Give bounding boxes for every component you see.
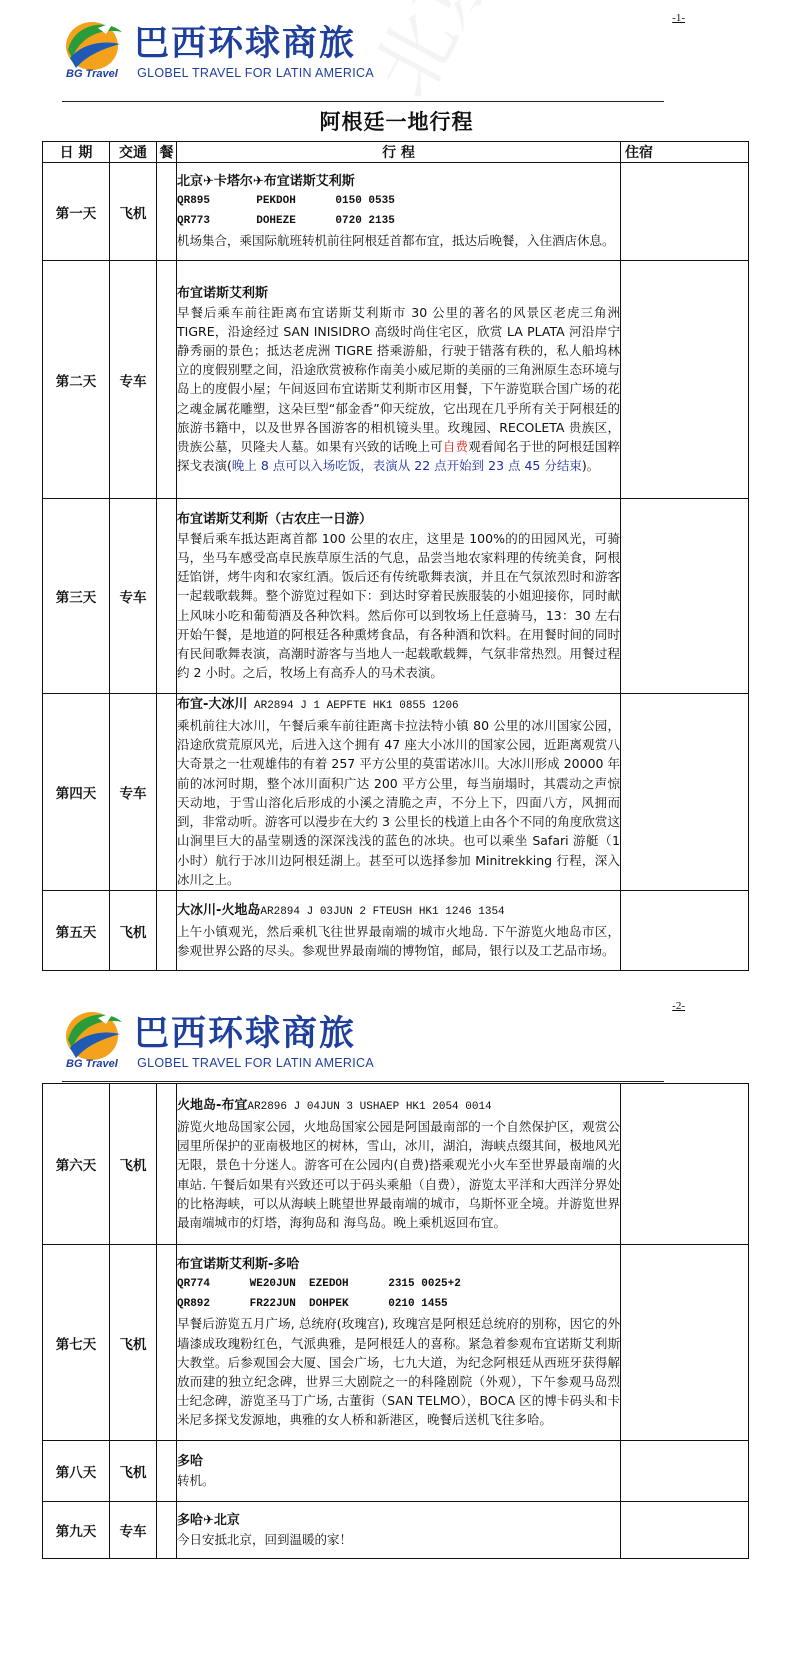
table-row [43, 499, 749, 694]
day-meal [157, 1441, 177, 1502]
day-route-text: 火地岛-布宜 [177, 1097, 248, 1113]
day-itinerary [177, 261, 621, 499]
day-route-text: 布宜-大冰川 [177, 697, 248, 713]
table-row [43, 261, 749, 499]
day-description: 游览火地岛国家公园，火地岛国家公园是阿国最南部的一个自然保护区，观赏公园里所保护的亚南极地区的树林，雪山，冰川，湖泊，海峡点缀其间，极地风光无限，景色十分迷人。游客可在公园内(自费)搭乘观光小火车至世界最南端的火車站. 午餐后如果有兴致还可以于码头乘船（自费），游览太平洋和大西洋分界处的比格海峡，可以从海峡上眺望世界最南端的城市，乌斯怀亚全境。并游览世界最南端城市的灯塔，海狗岛和 海鸟岛。晚上乘机返回布宜。 [177, 1118, 620, 1230]
flight-line: QR773 DOHEZE 0720 2135 [177, 215, 395, 228]
header-transport: 交通 [110, 142, 157, 163]
day-lodging [621, 499, 749, 694]
day-itinerary [177, 694, 621, 891]
day-lodging [621, 1084, 749, 1245]
header-meal: 餐 [157, 142, 177, 163]
day-description: 机场集合，乘国际航班转机前往阿根廷首都布宜，抵达后晚餐，入住酒店休息。 [177, 233, 615, 249]
flight-line: QR774 WE20JUN EZEDOH 2315 0025+2 [177, 1278, 461, 1291]
flight-line: QR892 FR22JUN DOHPEK 0210 1455 [177, 1298, 448, 1311]
brand-logo [62, 14, 374, 84]
day-transport: 飞机 [110, 1245, 157, 1441]
table-row [43, 163, 749, 261]
self-pay-note: 自费 [442, 439, 469, 454]
day-date: 第八天 [43, 1441, 110, 1502]
brand-tag: BG Travel [66, 1058, 118, 1070]
route-flight-code: AR2896 J 04JUN 3 USHAEP HK1 2054 0014 [247, 1100, 492, 1113]
day-date: 第七天 [43, 1245, 110, 1441]
header-divider [62, 1081, 664, 1082]
day-transport: 飞机 [110, 1084, 157, 1245]
day-meal [157, 261, 177, 499]
day-description: 今日安抵北京，回到温暖的家！ [177, 1531, 353, 1547]
day-meal [157, 1502, 177, 1559]
day-route: 布宜诺斯艾利斯 [177, 285, 269, 301]
day-date: 第三天 [43, 499, 110, 694]
brand-logo [62, 1004, 374, 1074]
day-route [177, 1096, 620, 1117]
table-row [43, 1084, 749, 1245]
day-itinerary [177, 163, 621, 261]
day-lodging [621, 694, 749, 891]
day-date: 第二天 [43, 261, 110, 499]
brand-tag: BG Travel [66, 68, 118, 80]
table-header-row [43, 142, 749, 163]
day-transport: 专车 [110, 694, 157, 891]
flight-line: QR895 PEKDOH 0150 0535 [177, 195, 395, 208]
day-lodging [621, 1441, 749, 1502]
day-itinerary [177, 499, 621, 694]
day-lodging [621, 1245, 749, 1441]
day-meal [157, 1245, 177, 1441]
table-row [43, 694, 749, 891]
day-itinerary [177, 1084, 621, 1245]
day-route: 多哈 [177, 1453, 204, 1469]
day-date: 第六天 [43, 1084, 110, 1245]
day-transport: 专车 [110, 499, 157, 694]
day-route: 布宜诺斯艾利斯-多哈 [177, 1257, 300, 1273]
day-lodging [621, 261, 749, 499]
page-number-1: -1- [672, 12, 685, 24]
day-description: 早餐后游览五月广场, 总统府(玫瑰宫), 玫瑰宫是阿根廷总统府的别称，因它的外墙漆成玫瑰粉红色，气派典雅，是阿根廷人的喜称。紧急着参观布宜诺斯艾利斯大教堂。后参观国会大厦、国会广场，七九大道，为纪念阿根廷从西班牙获得解放而建的独立纪念碑，世界三大剧院之一的科隆剧院（外观），下午参观马岛烈士纪念碑，游览圣马丁广场, 古董街（SAN TELMO），BOCA 区的博卡码头和卡米尼多探戈发源地，典雅的女人桥和新港区，晚餐后送机飞往多哈。 [177, 1316, 620, 1428]
table-row [43, 1441, 749, 1502]
day-transport: 飞机 [110, 1441, 157, 1502]
day-date: 第一天 [43, 163, 110, 261]
day-transport: 专车 [110, 1502, 157, 1559]
table-row [43, 1502, 749, 1559]
day-lodging [621, 1502, 749, 1559]
day-description-text: )。 [581, 458, 600, 474]
day-date: 第四天 [43, 694, 110, 891]
day-meal [157, 1084, 177, 1245]
day-itinerary [177, 1245, 621, 1441]
brand-name-cn: 巴西环球商旅 [134, 24, 357, 64]
table-row [43, 891, 749, 971]
header-lodging: 住宿 [621, 142, 749, 163]
page-title: 阿根廷一地行程 [319, 109, 474, 134]
day-route: 布宜诺斯艾利斯（古农庄一日游） [177, 511, 373, 527]
day-route [177, 901, 620, 922]
day-route: 北京✈卡塔尔✈布宜诺斯艾利斯 [177, 174, 355, 190]
day-description-text: 观看闻名于世的阿根廷国粹探戈表演( [177, 439, 620, 474]
day-itinerary [177, 1502, 621, 1559]
day-description [177, 303, 620, 476]
day-route-text: 大冰川-火地岛 [177, 902, 261, 918]
day-lodging [621, 163, 749, 261]
day-meal [157, 694, 177, 891]
header-itinerary: 行 程 [177, 142, 621, 163]
day-description: 转机。 [177, 1472, 215, 1488]
itinerary-table-page-2 [42, 1083, 749, 1559]
header-divider [62, 101, 664, 102]
day-itinerary [177, 1441, 621, 1502]
day-description: 早餐后乘车抵达距离首都 100 公里的农庄，这里是 100%的的田园风光，可骑马，坐马车感受高卓民族草原生活的气息，品尝当地农家料理的传统美食，阿根廷馅饼，烤牛肉和农家红酒。饭后还有传统歌舞表演，并且在气氛浓烈时和游客一起载歌载舞。整个游览过程如下：到达时穿着民族服装的小姐迎接你，同时献上风味小吃和葡萄酒及各种饮料。然后你可以到牧场上任意骑马，13：30 左右开始午餐，是地道的阿根廷各种熏烤食品，有各种酒和饮料。在用餐时间的同时有民间歌舞表演，高潮时游客与当地人一起载歌载舞，气氛非常热烈。用餐过程约 2 小时。之后，牧场上有高乔人的马术表演。 [177, 530, 620, 681]
route-flight-code: AR2894 J 1 AEPFTE HK1 0855 1206 [247, 700, 459, 713]
day-meal [157, 499, 177, 694]
watermark [340, 0, 582, 114]
page-number-2: -2- [672, 1000, 685, 1012]
day-date: 第五天 [43, 891, 110, 971]
day-transport: 飞机 [110, 891, 157, 971]
day-date: 第九天 [43, 1502, 110, 1559]
header-date: 日 期 [43, 142, 110, 163]
day-route [177, 695, 620, 716]
day-description: 上午小镇观光，然后乘机飞往世界最南端的城市火地岛. 下午游览火地岛市区，参观世界公路的尽头。参观世界最南端的博物馆，邮局，银行以及工艺品市场。 [177, 923, 620, 958]
brand-name-en: GLOBEL TRAVEL FOR LATIN AMERICA [137, 66, 374, 80]
route-flight-code: AR2894 J 03JUN 2 FTEUSH HK1 1246 1354 [260, 905, 505, 918]
day-transport: 飞机 [110, 163, 157, 261]
day-meal [157, 891, 177, 971]
day-description: 乘机前往大冰川，午餐后乘车前往距离卡拉法特小镇 80 公里的冰川国家公园，沿途欣赏荒原风光，后进入这个拥有 47 座大小冰川的国家公园，近距离观赏八大奇景之一壮观雄伟的有着 257 平方公里的莫雷诺冰川。大冰川形成 20000 年前的冰河时期，整个冰川面积广达 200 平方公里，每当崩塌时，其震动之声惊天动地，于雪山溶化后形成的小溪之清脆之声，不分上下，四面八方，风拥而到，非常动听。游客可以漫步在大约 3 公里长的栈道上由各个不同的角度欣赏这山涧里巨大的晶莹剔透的深深浅浅的蓝色的冰块。也可以乘坐 Safari 游艇（1 小时）航行于冰川边阿根廷湖上。甚至可以选择参加 Minitrekking 行程，深入冰川之上。 [177, 718, 620, 887]
day-route: 多哈✈北京 [177, 1512, 240, 1528]
itinerary-table-page-1 [42, 141, 749, 971]
day-transport: 专车 [110, 261, 157, 499]
show-time-note: 晚上 8 点可以入场吃饭，表演从 22 点开始到 23 点 45 分结束 [231, 458, 582, 474]
day-description-text: 早餐后乘车前往距离布宜诺斯艾利斯市 30 公里的著名的风景区老虎三角洲 TIGRE，沿途经过 SAN INISIDRO 高级时尚住宅区，欣赏 LA PLATA 河沿岸宁静秀丽的景色；抵达老虎洲 TIGRE 搭乘游船，行驶于错落有秩的，私人船坞林立的度假别墅之间，沿途欣赏被称作南美小威尼斯的美丽的三角洲原生态环境与岛上的度假小屋；午间返回布宜诺斯艾利斯市区用餐，下午游览联合国广场的花之魂金属花雕塑，这朵巨型“郁金香”仰天绽放，它出现在几乎所有关于阿根廷的旅游书籍中，以及世界各国游客的相机镜头里。玫瑰园、RECOLETA 贵族区，贵族公墓，贝隆夫人墓。如果有兴致的话晚上可 [177, 304, 620, 454]
day-lodging [621, 891, 749, 971]
brand-name-cn: 巴西环球商旅 [134, 1014, 357, 1054]
day-meal [157, 163, 177, 261]
day-itinerary [177, 891, 621, 971]
table-row [43, 1245, 749, 1441]
brand-name-en: GLOBEL TRAVEL FOR LATIN AMERICA [137, 1056, 374, 1070]
